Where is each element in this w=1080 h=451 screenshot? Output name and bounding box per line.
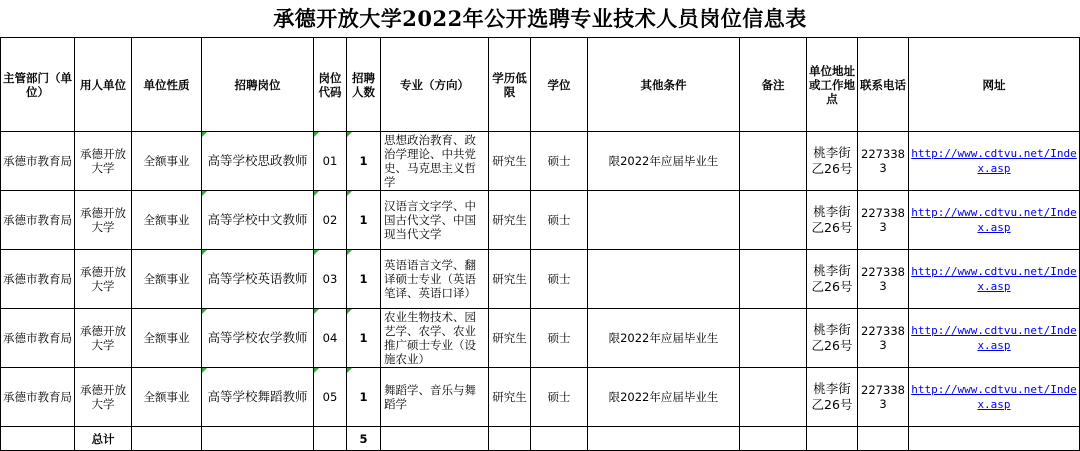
major-cell: 舞蹈学、音乐与舞蹈学 (381, 368, 489, 427)
remark-cell (740, 368, 807, 427)
website-link[interactable]: http://www.cdtvu.net/Index.asp (911, 383, 1077, 411)
total-empty-cell (381, 427, 489, 451)
position-cell: 高等学校舞蹈教师 (202, 368, 314, 427)
website-link[interactable]: http://www.cdtvu.net/Index.asp (911, 324, 1077, 352)
remark-cell (740, 191, 807, 250)
employer-cell: 承德开放大学 (75, 368, 132, 427)
total-empty-cell (740, 427, 807, 451)
remark-cell (740, 250, 807, 309)
unit-type-cell: 全额事业 (132, 250, 202, 309)
employer-cell: 承德开放大学 (75, 132, 132, 191)
code-cell: 04 (314, 309, 347, 368)
position-cell: 高等学校农学教师 (202, 309, 314, 368)
phone-cell: 2273383 (858, 132, 909, 191)
website-link[interactable]: http://www.cdtvu.net/Index.asp (911, 147, 1077, 175)
header-employer: 用人单位 (75, 38, 132, 132)
total-empty-cell (909, 427, 1080, 451)
other-cell (588, 250, 740, 309)
position-cell: 高等学校英语教师 (202, 250, 314, 309)
code-cell: 01 (314, 132, 347, 191)
website-cell[interactable] (909, 250, 1080, 309)
total-empty-cell (132, 427, 202, 451)
website-cell[interactable] (909, 309, 1080, 368)
code-cell: 02 (314, 191, 347, 250)
website-link[interactable]: http://www.cdtvu.net/Index.asp (911, 265, 1077, 293)
header-remark: 备注 (740, 38, 807, 132)
total-count: 5 (347, 427, 381, 451)
total-empty-cell (1, 427, 75, 451)
remark-cell (740, 309, 807, 368)
code-cell: 03 (314, 250, 347, 309)
header-major: 专业（方向） (381, 38, 489, 132)
remark-cell (740, 132, 807, 191)
address-cell: 桃李街乙26号 (807, 132, 858, 191)
unit-type-cell: 全额事业 (132, 309, 202, 368)
table-row (1, 191, 1080, 250)
unit-type-cell: 全额事业 (132, 132, 202, 191)
dept-cell: 承德市教育局 (1, 132, 75, 191)
total-empty-cell (858, 427, 909, 451)
education-cell: 研究生 (489, 191, 531, 250)
dept-cell: 承德市教育局 (1, 368, 75, 427)
total-row (1, 427, 1080, 451)
website-cell[interactable] (909, 368, 1080, 427)
count-cell: 1 (347, 132, 381, 191)
phone-cell: 2273383 (858, 309, 909, 368)
address-cell: 桃李街乙26号 (807, 309, 858, 368)
website-cell[interactable] (909, 132, 1080, 191)
total-label: 总计 (75, 427, 132, 451)
total-empty-cell (489, 427, 531, 451)
degree-cell: 硕士 (531, 191, 588, 250)
other-cell: 限2022年应届毕业生 (588, 309, 740, 368)
position-cell: 高等学校思政教师 (202, 132, 314, 191)
header-count: 招聘人数 (347, 38, 381, 132)
code-cell: 05 (314, 368, 347, 427)
website-cell[interactable] (909, 191, 1080, 250)
education-cell: 研究生 (489, 368, 531, 427)
address-cell: 桃李街乙26号 (807, 191, 858, 250)
degree-cell: 硕士 (531, 132, 588, 191)
header-degree: 学位 (531, 38, 588, 132)
major-cell: 农业生物技术、园艺学、农学、农业推广硕士专业（设施农业） (381, 309, 489, 368)
page-title: 承德开放大学2022年公开选聘专业技术人员岗位信息表 (273, 6, 807, 31)
phone-cell: 2273383 (858, 250, 909, 309)
total-empty-cell (588, 427, 740, 451)
education-cell: 研究生 (489, 309, 531, 368)
degree-cell: 硕士 (531, 309, 588, 368)
header-education: 学历低限 (489, 38, 531, 132)
table-row (1, 250, 1080, 309)
other-cell: 限2022年应届毕业生 (588, 132, 740, 191)
unit-type-cell: 全额事业 (132, 368, 202, 427)
phone-cell: 2273383 (858, 368, 909, 427)
header-unit-type: 单位性质 (132, 38, 202, 132)
unit-type-cell: 全额事业 (132, 191, 202, 250)
position-cell: 高等学校中文教师 (202, 191, 314, 250)
other-cell (588, 191, 740, 250)
count-cell: 1 (347, 368, 381, 427)
degree-cell: 硕士 (531, 250, 588, 309)
other-cell: 限2022年应届毕业生 (588, 368, 740, 427)
positions-table (0, 37, 1080, 451)
header-row (1, 38, 1080, 132)
total-empty-cell (202, 427, 314, 451)
header-address: 单位地址或工作地点 (807, 38, 858, 132)
header-other: 其他条件 (588, 38, 740, 132)
total-empty-cell (531, 427, 588, 451)
count-cell: 1 (347, 191, 381, 250)
major-cell: 汉语言文字学、中国古代文学、中国现当代文学 (381, 191, 489, 250)
total-empty-cell (807, 427, 858, 451)
header-dept: 主管部门（单位） (1, 38, 75, 132)
employer-cell: 承德开放大学 (75, 191, 132, 250)
major-cell: 英语语言文学、翻译硕士专业（英语笔译、英语口译） (381, 250, 489, 309)
table-row (1, 132, 1080, 191)
dept-cell: 承德市教育局 (1, 309, 75, 368)
education-cell: 研究生 (489, 132, 531, 191)
dept-cell: 承德市教育局 (1, 191, 75, 250)
table-row (1, 309, 1080, 368)
website-link[interactable]: http://www.cdtvu.net/Index.asp (911, 206, 1077, 234)
header-code: 岗位代码 (314, 38, 347, 132)
degree-cell: 硕士 (531, 368, 588, 427)
table-row (1, 368, 1080, 427)
header-position: 招聘岗位 (202, 38, 314, 132)
major-cell: 思想政治教育、政治学理论、中共党史、马克思主义哲学 (381, 132, 489, 191)
count-cell: 1 (347, 309, 381, 368)
education-cell: 研究生 (489, 250, 531, 309)
address-cell: 桃李街乙26号 (807, 368, 858, 427)
total-empty-cell (314, 427, 347, 451)
phone-cell: 2273383 (858, 191, 909, 250)
dept-cell: 承德市教育局 (1, 250, 75, 309)
header-phone: 联系电话 (858, 38, 909, 132)
employer-cell: 承德开放大学 (75, 250, 132, 309)
address-cell: 桃李街乙26号 (807, 250, 858, 309)
employer-cell: 承德开放大学 (75, 309, 132, 368)
header-website: 网址 (909, 38, 1080, 132)
count-cell: 1 (347, 250, 381, 309)
